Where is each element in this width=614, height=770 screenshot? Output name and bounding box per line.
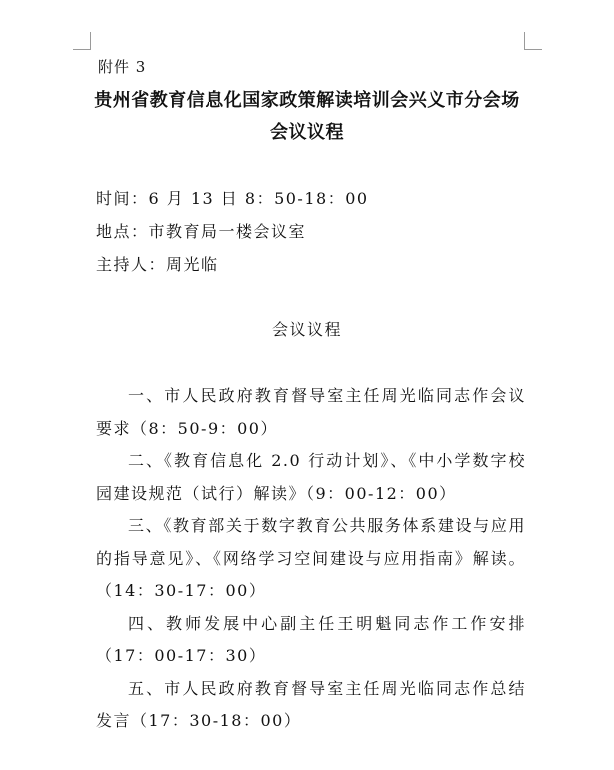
page-corner-mark-top-right: [524, 32, 542, 50]
document-subtitle: 会议议程: [270, 122, 344, 143]
agenda-item-2: 二、《教育信息化 2.0 行动计划》、《中小学数字校园建设规范（试行）解读》（9：00-12：00）: [96, 451, 526, 503]
meeting-place: 地点：市教育局一楼会议室: [96, 222, 307, 241]
meeting-time: 时间：6 月 13 日 8：50-18：00: [96, 189, 369, 208]
agenda-item-3: 三、《教育部关于数字教育公共服务体系建设与应用的指导意见》、《网络学习空间建设与应用指南》解读。（14：30-17：00）: [96, 516, 526, 600]
document-title: 贵州省教育信息化国家政策解读培训会兴义市分会场: [94, 90, 520, 111]
agenda-item-1: 一、市人民政府教育督导室主任周光临同志作会议要求（8：50-9：00）: [96, 386, 526, 438]
meeting-host: 主持人：周光临: [96, 255, 219, 274]
agenda-item-4: 四、教师发展中心副主任王明魁同志作工作安排（17：00-17：30）: [96, 613, 526, 665]
attachment-label: 附件 3: [98, 58, 147, 76]
page-corner-mark-top-left: [73, 32, 91, 50]
agenda-heading: 会议议程: [271, 320, 342, 339]
agenda-item-5: 五、市人民政府教育督导室主任周光临同志作总结发言（17：30-18：00）: [96, 678, 526, 730]
agenda-list: [96, 380, 526, 738]
